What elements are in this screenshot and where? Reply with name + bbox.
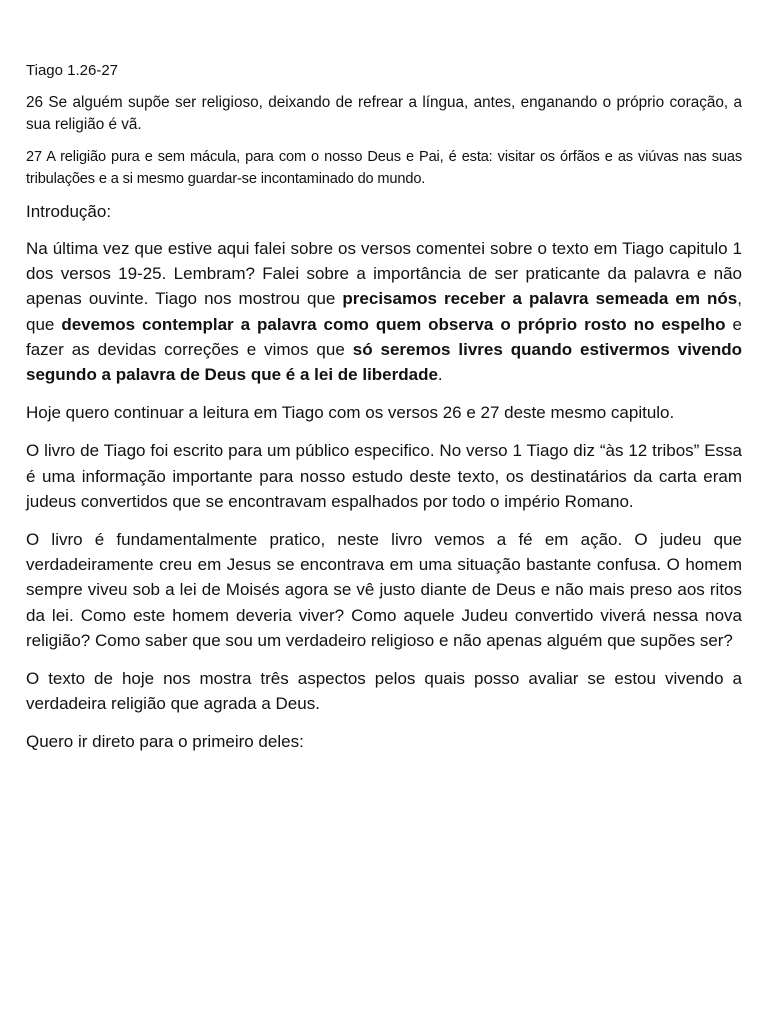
intro-bold-1: precisamos receber a palavra semeada em nós: [342, 289, 738, 309]
verse-27: 27 A religião pura e sem mácula, para com o nosso Deus e Pai, é esta: visitar os órfãos e as viúvas nas suas tribulações e a si mesmo guardar-se incontaminado do mundo.: [26, 149, 742, 187]
intro-bold-2: devemos contemplar a palavra como quem observa o próprio rosto no espelho: [61, 314, 726, 334]
intro-paragraph: [26, 236, 742, 387]
paragraph-first-aspect: Quero ir direto para o primeiro deles:: [26, 732, 304, 752]
paragraph-audience: O livro de Tiago foi escrito para um público especifico. No verso 1 Tiago diz “às 12 tribos” Essa é uma informação importante para nosso estudo deste texto, os destinatários da carta eram judeus convertidos que se encontravam espalhados por todo o império Romano.: [26, 441, 742, 511]
section-heading: Introdução:: [26, 202, 112, 221]
intro-text-4: .: [437, 365, 443, 385]
verse-26: 26 Se alguém supõe ser religioso, deixando de refrear a língua, antes, enganando o próprio coração, a sua religião é vã.: [26, 94, 742, 133]
intro-text-1: Na última vez que estive aqui falei sobre os versos comentei sobre o texto em Tiago capitulo 1 dos versos 19-25. Lembram? Falei sobre a importância de ser praticante da palavra e não apenas ouvinte. Tiago nos mostrou que: [26, 239, 742, 309]
paragraph-continue-reading: Hoje quero continuar a leitura em Tiago com os versos 26 e 27 deste mesmo capitulo.: [26, 403, 675, 423]
intro-text-2: , que: [26, 289, 742, 334]
scripture-reference: Tiago 1.26-27: [26, 62, 119, 79]
intro-bold-3: só seremos livres quando estivermos vivendo segundo a palavra de Deus que é a lei de liberdade: [26, 339, 742, 385]
paragraph-three-aspects: O texto de hoje nos mostra três aspectos pelos quais posso avaliar se estou vivendo a verdadeira religião que agrada a Deus.: [26, 669, 742, 714]
intro-text-3: e fazer as devidas correções e vimos que: [26, 314, 742, 359]
document-page: [26, 60, 742, 768]
paragraph-practical-book: O livro é fundamentalmente pratico, neste livro vemos a fé em ação. O judeu que verdadeiramente creu em Jesus se encontrava em uma situação bastante confusa. O homem sempre viveu sob a lei de Moisés agora se vê justo diante de Deus e não mais preso aos ritos da lei. Como este homem deveria viver? Como aquele Judeu convertido viverá nessa nova religião? Como saber que sou um verdadeiro religioso e não apenas alguém que supões ser?: [26, 530, 742, 650]
